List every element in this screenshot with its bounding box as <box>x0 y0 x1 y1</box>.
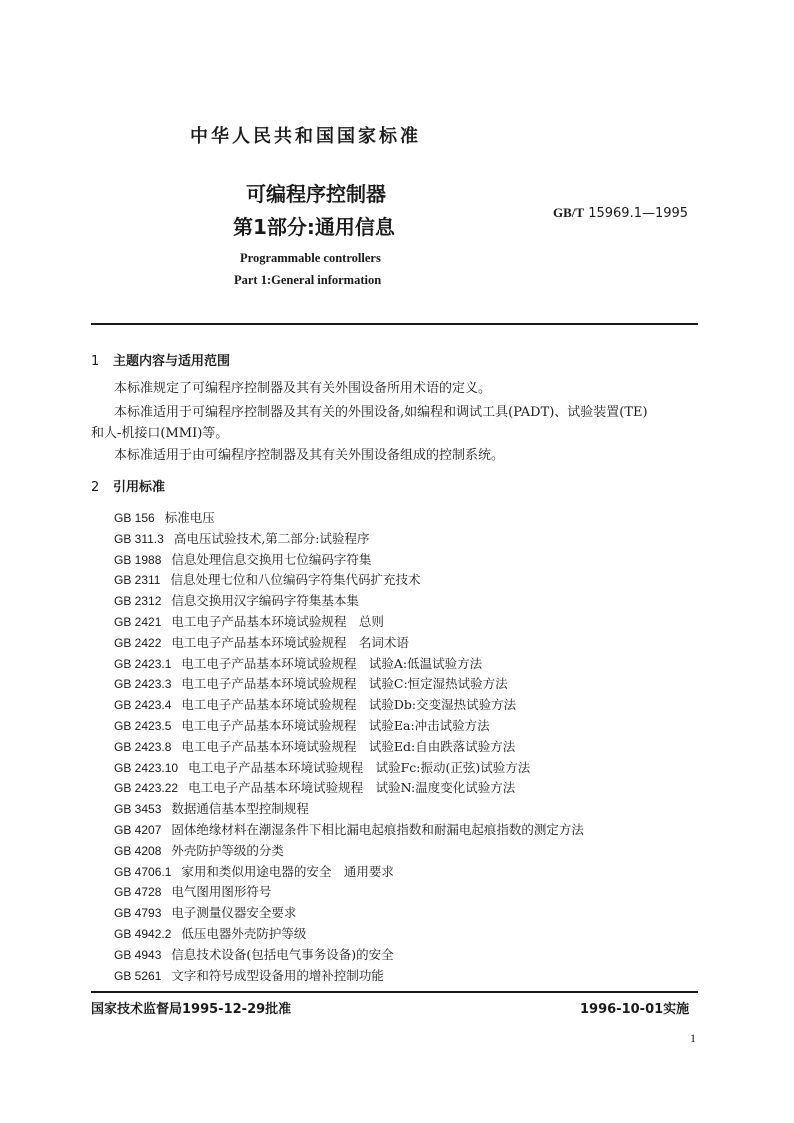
section-2-heading <box>91 476 165 495</box>
reference-item <box>114 529 584 550</box>
reference-title: 信息技术设备(包括电气事务设备)的安全 <box>171 946 394 962</box>
reference-code: GB 2423.4 <box>114 698 172 713</box>
reference-title: 低压电器外壳防护等级 <box>181 925 307 941</box>
reference-code: GB 4942.2 <box>114 926 172 941</box>
title-en-line1: Programmable controllers <box>240 251 381 265</box>
reference-item <box>114 758 584 779</box>
reference-title: 电工电子产品基本环境试验规程 试验Ed:自由跌落试验方法 <box>181 738 516 754</box>
section-1-paragraph-1: 本标准规定了可编程序控制器及其有关外围设备所用术语的定义。 <box>114 381 492 396</box>
section-2-number: 2 <box>91 480 100 495</box>
title-cn-line1: 可编程序控制器 <box>246 182 386 206</box>
title-en-line2: Part 1:General information <box>234 273 382 287</box>
reference-code: GB 2311 <box>114 573 161 588</box>
reference-item <box>114 737 584 758</box>
footer-divider <box>91 991 698 993</box>
reference-code: GB 2423.10 <box>114 760 179 775</box>
reference-code: GB 311.3 <box>114 531 164 546</box>
reference-title: 信息处理七位和八位编码字符集代码扩充技术 <box>170 572 421 588</box>
standard-prefix: GB/T <box>553 205 585 220</box>
reference-title: 电工电子产品基本环境试验规程 试验Fc:振动(正弦)试验方法 <box>188 759 531 775</box>
reference-item <box>114 508 584 529</box>
reference-code: GB 2423.22 <box>114 781 179 796</box>
reference-code: GB 4207 <box>114 822 162 837</box>
reference-item <box>114 695 584 716</box>
page-number: 1 <box>690 1031 696 1045</box>
reference-title: 电工电子产品基本环境试验规程 试验Ea:冲击试验方法 <box>181 717 490 733</box>
reference-code: GB 1988 <box>114 552 162 567</box>
reference-item <box>114 882 584 903</box>
reference-title: 信息交换用汉字编码字符集基本集 <box>171 593 359 609</box>
reference-code: GB 3453 <box>114 802 162 817</box>
reference-title: 文字和符号成型设备用的增补控制功能 <box>171 967 384 983</box>
approval-date: 国家技术监督局1995-12-29批准 <box>91 1002 292 1017</box>
reference-code: GB 5261 <box>114 968 162 983</box>
standard-code: 15969.1—1995 <box>588 206 689 221</box>
reference-title: 电工电子产品基本环境试验规程 名词术语 <box>171 634 409 650</box>
effective-date: 1996-10-01实施 <box>580 1002 690 1017</box>
reference-title: 电子测量仪器安全要求 <box>171 905 297 921</box>
reference-title: 电工电子产品基本环境试验规程 试验C:恒定湿热试验方法 <box>181 676 508 692</box>
reference-item <box>114 945 584 966</box>
reference-code: GB 4208 <box>114 843 162 858</box>
reference-code: GB 4793 <box>114 906 162 921</box>
reference-code: GB 4943 <box>114 947 162 962</box>
section-1-paragraph-3: 本标准适用于由可编程序控制器及其有关外围设备组成的控制系统。 <box>114 448 505 463</box>
reference-code: GB 4728 <box>114 885 162 900</box>
reference-code: GB 156 <box>114 511 155 525</box>
reference-code: GB 2312 <box>114 594 162 609</box>
reference-code: GB 4706.1 <box>114 864 172 879</box>
section-1-paragraph-2-line-1: 本标准适用于可编程序控制器及其有关的外围设备,如编程和调试工具(PADT)、试验装置(TE) <box>114 405 648 420</box>
reference-item <box>114 550 584 571</box>
reference-item <box>114 966 584 987</box>
reference-code: GB 2422 <box>114 635 162 650</box>
reference-title: 标准电压 <box>164 510 215 525</box>
reference-item <box>114 820 584 841</box>
reference-item <box>114 841 584 862</box>
reference-item <box>114 778 584 799</box>
reference-item <box>114 674 584 695</box>
header-divider <box>91 323 698 325</box>
reference-code: GB 2423.5 <box>114 718 172 733</box>
reference-item <box>114 716 584 737</box>
section-1-heading <box>91 350 230 369</box>
section-1-paragraph-2-line-2: 和人-机接口(MMI)等。 <box>91 426 229 441</box>
title-cn-line2: 第1部分:通用信息 <box>233 215 395 239</box>
reference-item <box>114 633 584 654</box>
reference-item <box>114 924 584 945</box>
reference-item <box>114 862 584 883</box>
reference-title: 电气图用图形符号 <box>171 884 272 900</box>
reference-title: 家用和类似用途电器的安全 通用要求 <box>181 863 394 879</box>
reference-title: 外壳防护等级的分类 <box>171 842 284 858</box>
reference-code: GB 2421 <box>114 614 162 629</box>
reference-list <box>114 508 584 986</box>
reference-item <box>114 612 584 633</box>
reference-title: 电工电子产品基本环境试验规程 试验A:低温试验方法 <box>181 655 483 671</box>
reference-title: 高电压试验技术,第二部分:试验程序 <box>173 530 370 546</box>
reference-item <box>114 799 584 820</box>
reference-title: 信息处理信息交换用七位编码字符集 <box>171 551 372 567</box>
reference-item <box>114 570 584 591</box>
reference-title: 电工电子产品基本环境试验规程 总则 <box>171 613 384 629</box>
section-2-title: 引用标准 <box>113 480 166 495</box>
section-1-number: 1 <box>91 354 100 369</box>
reference-item <box>114 654 584 675</box>
reference-item <box>114 591 584 612</box>
section-1-title: 主题内容与适用范围 <box>113 354 231 369</box>
reference-code: GB 2423.1 <box>114 656 172 671</box>
national-standard-heading: 中华人民共和国国家标准 <box>190 126 421 147</box>
reference-code: GB 2423.3 <box>114 677 172 692</box>
reference-code: GB 2423.8 <box>114 739 172 754</box>
reference-title: 数据通信基本型控制规程 <box>171 801 309 817</box>
reference-item <box>114 903 584 924</box>
standard-number <box>553 205 688 221</box>
reference-title: 电工电子产品基本环境试验规程 试验Db:交变湿热试验方法 <box>181 697 517 713</box>
reference-title: 电工电子产品基本环境试验规程 试验N:温度变化试验方法 <box>188 780 516 796</box>
reference-title: 固体绝缘材料在潮湿条件下相比漏电起痕指数和耐漏电起痕指数的测定方法 <box>171 821 584 837</box>
